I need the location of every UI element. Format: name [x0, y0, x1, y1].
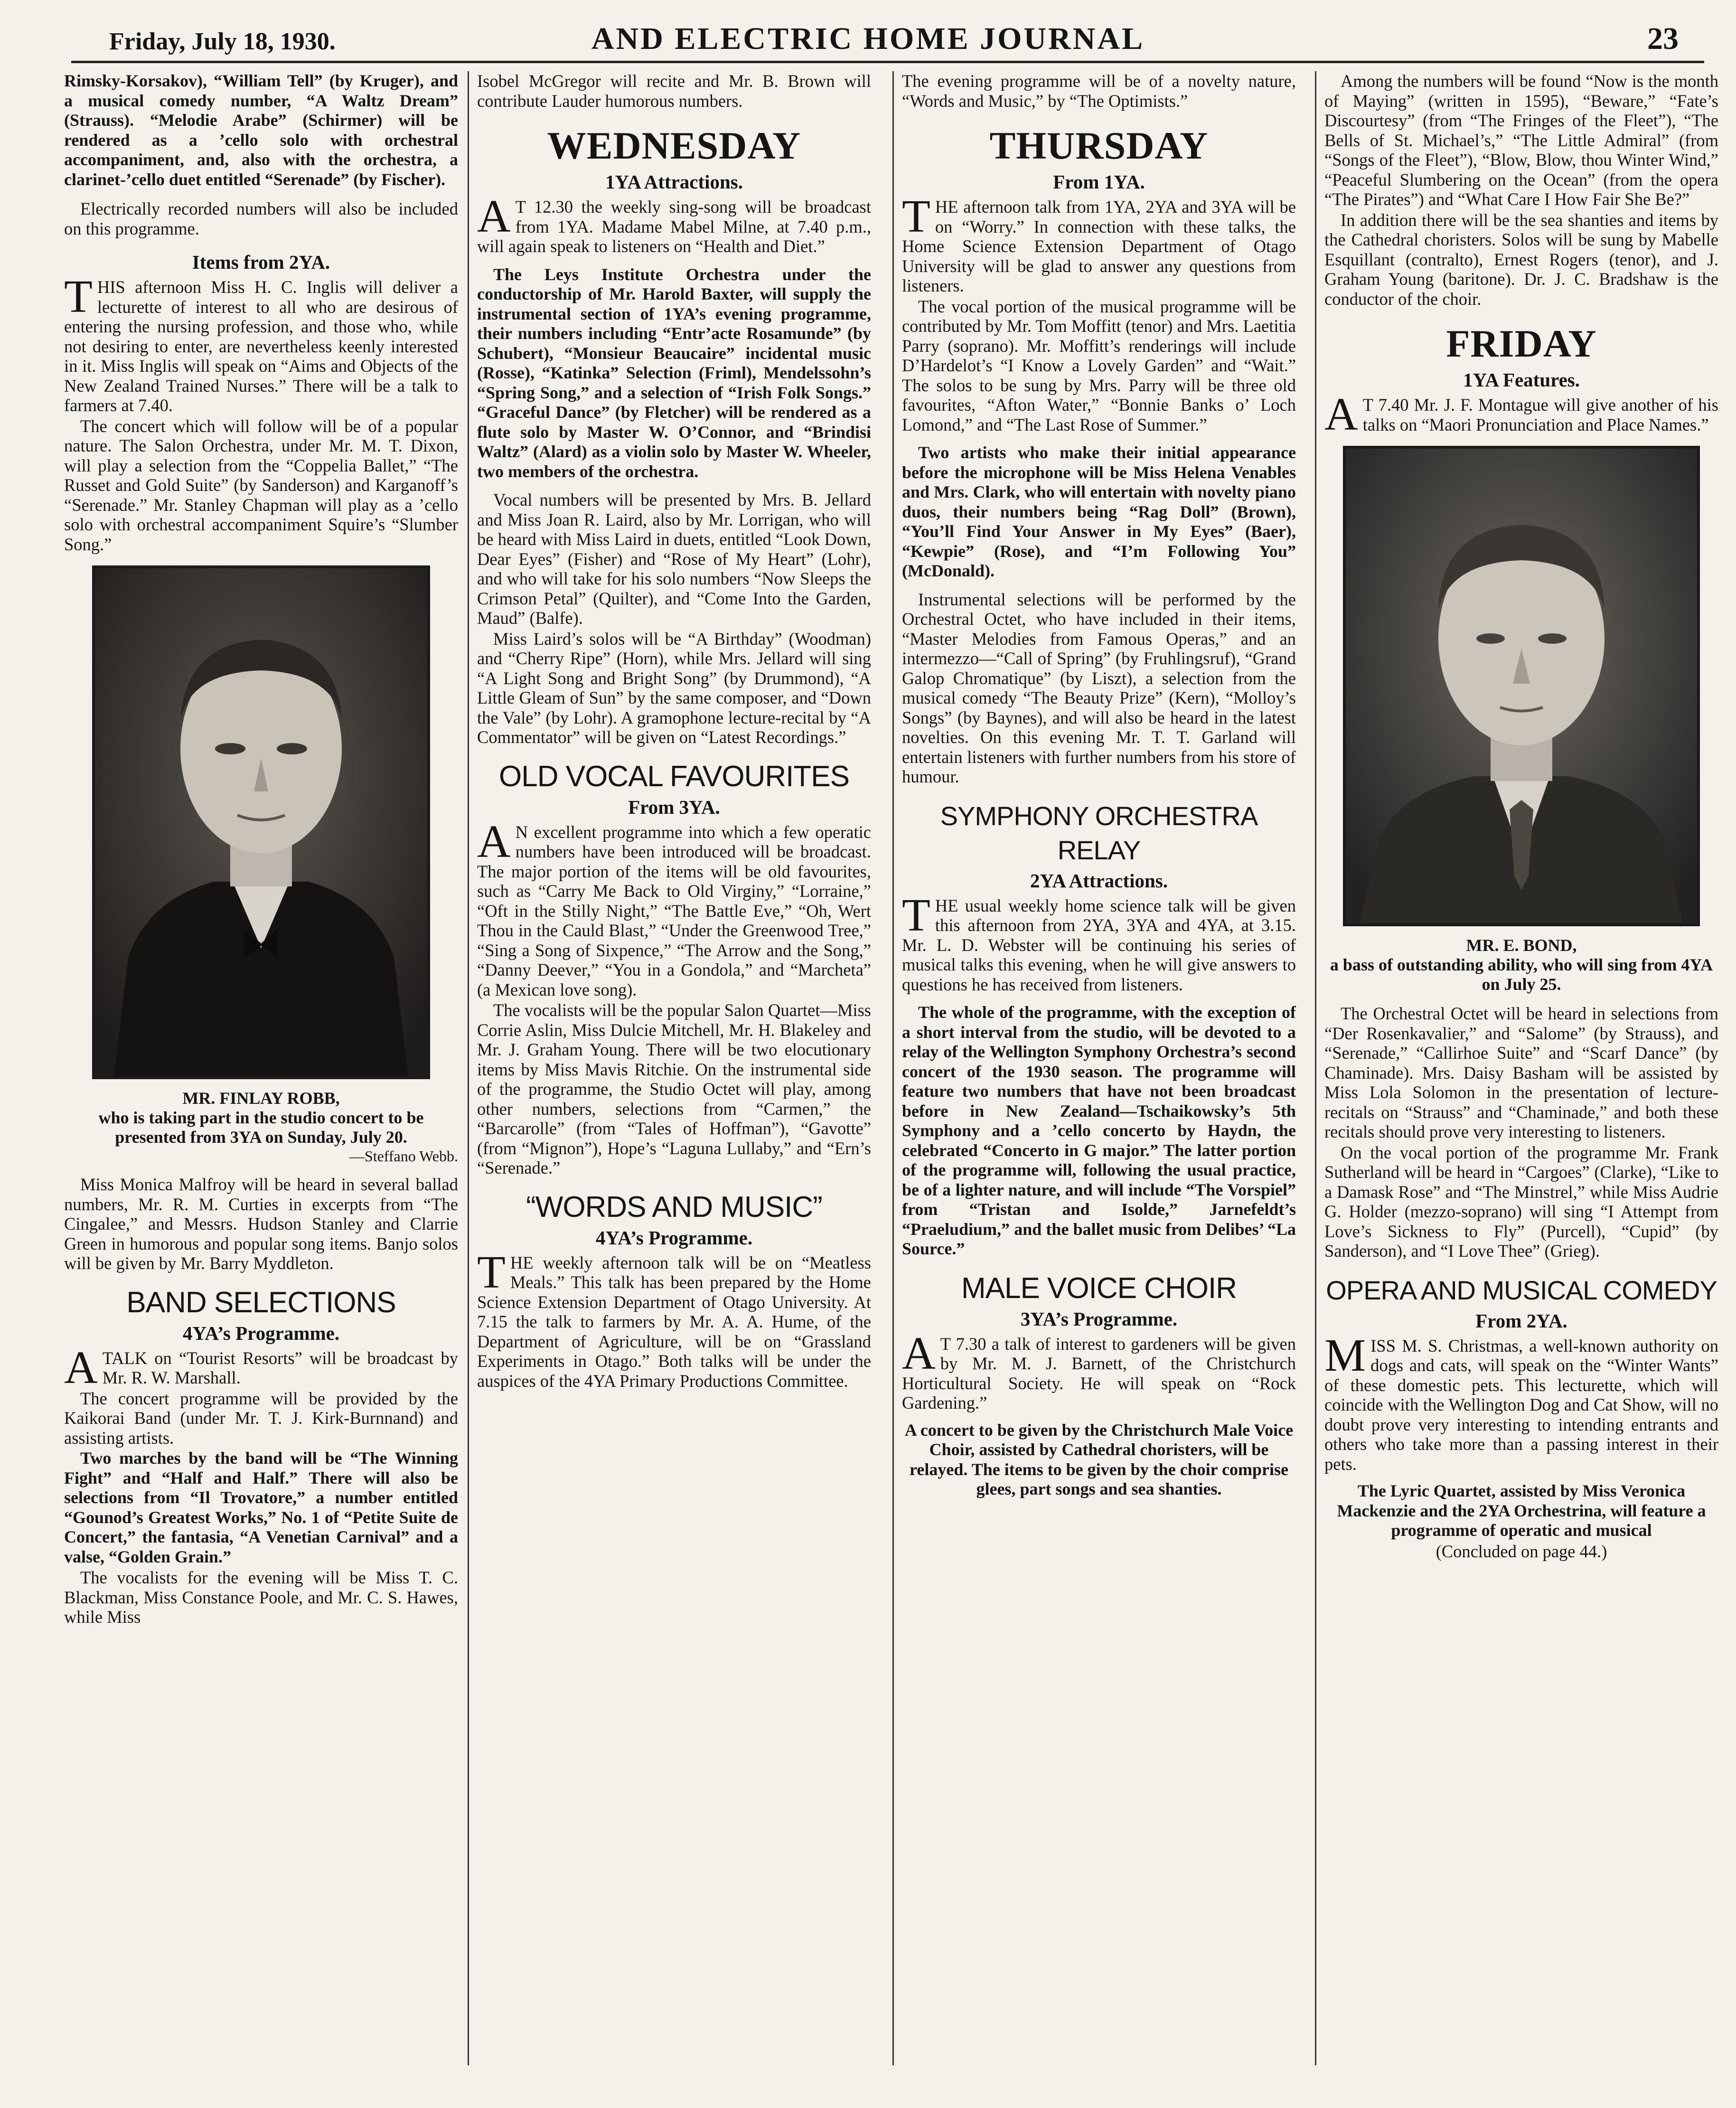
subheading: 4YA’s Programme.: [595, 1226, 753, 1249]
day-heading-wednesday: WEDNESDAY: [547, 124, 801, 167]
paragraph: In addition there will be the sea shanties and items by the Cathedral choristers. Solos will be sung by Mabelle Esquillant (contralto), Ernest Rogers (tenor), and J. Graham Young (baritone). Dr. J. C. Bradshaw is the conductor of the choir.: [1324, 210, 1718, 309]
column-divider: [1315, 71, 1316, 2065]
paragraph: The vocalists will be the popular Salon Quartet—Miss Corrie Aslin, Miss Dulcie Mitchell, Mr. H. Blakeley and Mr. J. Graham Young. There will be two elocutionary items by Miss Mavis Ritchie. On the instrumental side of the programme, the Studio Octet will play, among other numbers, selections from “Carmen,” the “Barcarolle” (from “Tales of Hoffman”), “Gavotte” (from “Mignon”), Hope’s “Laguna Lullaby,” and “Ern’s “Serenade.”: [477, 1000, 871, 1177]
paragraph: The concert which will follow will be of a popular nature. The Salon Orchestra, under Mr. M. T. Dixon, will play a selection from the “Coppelia Ballet,” “The Russet and Gold Suite” (by Sanderson) and Karganoff’s “Serenade.” Mr. Stanley Chapman will play as a ’cello solo with orchestral accompaniment Squire’s “Slumber Song.”: [64, 416, 458, 554]
paragraph: The vocalists for the evening will be Miss T. C. Blackman, Miss Constance Poole, and Mr. C. S. Hawes, while Miss: [64, 1568, 458, 1627]
paragraph: AN excellent programme into which a few operatic numbers have been introduced will be broadcast. The major portion of the items will be old favourites, such as “Carry Me Back to Old Virginy,” “Lorraine,” “Oft in the Stilly Night,” “The Battle Eve,” “Oh, Wert Thou in the Cauld Blast,” “Under the Greenwood Tree,” “Sing a Song of Sixpence,” “The Arrow and the Song,” “Danny Deever,” “You in a Gondola,” and “Marcheta” (a Mexican love song).: [477, 816, 871, 999]
column-1: [64, 71, 458, 2056]
paragraph: THE afternoon talk from 1YA, 2YA and 3YA will be on “Worry.” In connection with these talks, the Home Science Extension Department of Otago University will be glad to answer any questions from listeners.: [902, 191, 1296, 295]
paragraph: Miss Monica Malfroy will be heard in several ballad numbers, Mr. R. M. Curties in excerpts from “The Cingalee,” and Messrs. Hudson Stanley and Clarrie Green in humorous and popular song items. Banjo solos will be given by Mr. Barry Myddleton.: [64, 1175, 458, 1273]
subheading: 4YA’s Programme.: [182, 1322, 340, 1344]
paragraph: The Leys Institute Orchestra under the conductorship of Mr. Harold Baxter, will supply the instrumental section of 1YA’s evening programme, their numbers including “Entr’acte Rosamunde” (by Schubert), “Monsieur Beaucaire” incidental music (Rosse), “Katinka” Selection (Friml), Mendelssohn’s “Spring Song,” and a selection of “Irish Folk Songs.” “Graceful Dance” (by Fletcher) will be rendered as a flute solo by Master W. O’Connor, and “Brindisi Waltz” (Alard) as a violin solo by Master W. Wheeler, two members of the orchestra.: [477, 264, 871, 481]
paragraph: A concert to be given by the Christchurch Male Voice Choir, assisted by Cathedral choristers, will be relayed. The items to be given by the choir comprise glees, part songs and sea shanties.: [904, 1420, 1294, 1498]
paragraph: Among the numbers will be found “Now is the month of Maying” (written in 1595), “Beware,” “Fate’s Discourtesy” (from “The Fringes of the Fleet”), “The Bells of St. Michael’s,” “The Little Admiral” (from “Songs of the Fleet”), “Blow, Blow, thou Winter Wind,” “Peaceful Slumbering on the Ocean” (from the opera “The Pirates”) and “What Care I How Fair She Be?”: [1324, 71, 1718, 209]
section-heading: “WORDS AND MUSIC”: [526, 1190, 822, 1223]
paragraph: The Lyric Quartet, assisted by Miss Veronica Mackenzie and the 2YA Orchestrina, will feature a programme of operatic and musical: [1337, 1481, 1706, 1540]
portrait-photo-finlay-robb: [92, 565, 430, 1079]
paragraph: Instrumental selections will be performed by the Orchestral Octet, who have included in their items, “Master Melodies from Famous Operas,” and an intermezzo—“Call of Spring” (by Fruhlingsruf), “Grand Galop Chromatique” (by Liszt), a selection from the musical comedy “The Beauty Prize” (Kern), “Molloy’s Songs” (by Baynes), and will also be heard in the latest novelties. On this evening Mr. T. T. Garland will entertain listeners with further numbers from his store of humour.: [902, 589, 1296, 786]
paragraph: Vocal numbers will be presented by Mrs. B. Jellard and Miss Joan R. Laird, also by Mr. Lorrigan, who will be heard with Miss Laird in duets, entitled “Look Down, Dear Eyes” (Fisher) and “Rose of My Heart” (Lohr), and who will take for his solo numbers “Now Sleeps the Crimson Petal” (Quilter), and “Come Into the Garden, Maud” (Balfe).: [477, 490, 871, 628]
subheading: 3YA’s Programme.: [1020, 1308, 1178, 1330]
paragraph: THE usual weekly home science talk will be given this afternoon from 2YA, 3YA and 4YA, at 3.15. Mr. L. D. Webster will be continuing his series of musical talks this evening, when he will give answers to questions he has received from listeners.: [902, 889, 1296, 994]
section-heading: MALE VOICE CHOIR: [961, 1271, 1237, 1305]
section-heading: OLD VOCAL FAVOURITES: [499, 760, 849, 793]
paragraph: Rimsky-Korsakov), “William Tell” (by Kruger), and a musical comedy number, “A Waltz Dream” (Strauss). “Melodie Arabe” (Schirmer) will be rendered as a ’cello solo with orchestral accompaniment, and, also with the orchestra, a clarinet-’cello duet entitled “Serenade” (by Fischer).: [64, 71, 458, 189]
paragraph: The evening programme will be of a novelty nature, “Words and Music,” by “The Optimists.”: [902, 71, 1296, 111]
photo-caption-name: MR. E. BOND,: [1466, 936, 1577, 955]
photo-credit: —Steffano Webb.: [349, 1148, 458, 1165]
subheading: 1YA Features.: [1463, 369, 1580, 391]
subheading: 1YA Attractions.: [605, 171, 743, 193]
paragraph: Two artists who make their initial appearance before the microphone will be Miss Helena Venables and Mrs. Clark, who will entertain with novelty piano duos, their numbers being “Rag Doll” (Brown), “You’ll Find Your Answer in My Eyes” (Baer), “Kewpie” (Rose), and “I’m Following You” (McDonald).: [902, 443, 1296, 580]
page-number: 23: [1647, 21, 1679, 56]
paragraph: The whole of the programme, with the exception of a short interval from the studio, will be devoted to a relay of the Wellington Symphony Orchestra’s second concert of the 1930 season. The programme will feature two numbers that have not been broadcast before in New Zealand—Tschaikowsky’s 5th Symphony and a ’cello concerto by Haydn, the celebrated “Concerto in G major.” The latter portion of the programme will, following the usual practice, be of a lighter nature, and will include “The Vorspiel” from “Tristan and Isolde,” Jarnefeldt’s “Praeludium,” and the ballet music from Delibes’ “La Source.”: [902, 1003, 1296, 1258]
paragraph: AT 12.30 the weekly sing-song will be broadcast from 1YA. Madame Mabel Milne, at 7.40 p.m., will again speak to listeners on “Health and Diet.”: [477, 191, 871, 256]
paragraph: Electrically recorded numbers will also be included on this programme.: [64, 199, 458, 238]
masthead-rule: [71, 61, 1704, 63]
subheading: From 2YA.: [1475, 1309, 1567, 1332]
section-heading: SYMPHONY ORCHESTRA RELAY: [940, 800, 1258, 865]
subheading: From 1YA.: [1053, 171, 1145, 193]
column-4: [1324, 71, 1718, 2056]
photo-caption-name: MR. FINLAY ROBB,: [182, 1089, 340, 1108]
subheading: 2YA Attractions.: [1030, 869, 1168, 892]
continuation-note: (Concluded on page 44.): [1436, 1541, 1607, 1561]
paragraph: AT 7.30 a talk of interest to gardeners will be given by Mr. M. J. Barnett, of the Christchurch Horticultural Society. He will speak on “Rock Gardening.”: [902, 1327, 1296, 1412]
paragraph: AT 7.40 Mr. J. F. Montague will give another of his talks on “Maori Pronunciation and Place Names.”: [1324, 389, 1718, 440]
subheading: From 3YA.: [628, 796, 720, 818]
section-heading: BAND SELECTIONS: [126, 1286, 396, 1319]
column-divider: [892, 71, 894, 2065]
portrait-photo-e-bond: [1343, 446, 1700, 926]
photo-caption-text: a bass of outstanding ability, who will sing from 4YA on July 25.: [1330, 955, 1713, 994]
column-3: [902, 71, 1296, 2056]
paragraph: The Orchestral Octet will be heard in selections from “Der Rosenkavalier,” and “Salome” (by Strauss), and “Serenade,” “Callirhoe Suite” and “Scarf Dance” (by Chaminade). Mrs. Daisy Basham will be assisted by Miss Lola Solomon in the presentation of lecture-recitals on “Strauss” and “Chaminade,” and both these recitals should prove very interesting to listeners.: [1324, 1004, 1718, 1141]
paragraph: Isobel McGregor will recite and Mr. B. Brown will contribute Lauder humorous numbers.: [477, 71, 871, 111]
paragraph: THE weekly afternoon talk will be on “Meatless Meals.” This talk has been prepared by the Home Science Extension Department of Otago University. At 7.15 the talk to farmers by Mr. A. A. Hume, of the Department of Agriculture, will be on “Grassland Experiments in Otago.” Both talks will be under the auspices of the 4YA Primary Productions Committee.: [477, 1246, 871, 1391]
day-heading-friday: FRIDAY: [1446, 322, 1597, 365]
paragraph: The vocal portion of the musical programme will be contributed by Mr. Tom Moffitt (tenor) and Mrs. Laetitia Parry (soprano). Mr. Moffitt’s renderings will include D’Hardelot’s “I Know a Lovely Garden” and “Wait.” The solos to be sung by Mrs. Parry will be three old favourites, “Afton Water,” “Bonnie Banks o’ Loch Lomond,” and “The Last Rose of Summer.”: [902, 296, 1296, 434]
photo-caption-text: who is taking part in the studio concert to be presented from 3YA on Sunday, July 20.: [98, 1108, 424, 1147]
paragraph: The concert programme will be provided by the Kaikorai Band (under Mr. T. J. Kirk-Burnnand) and assisting artists.: [64, 1388, 458, 1448]
column-divider: [468, 71, 469, 2065]
paragraph: On the vocal portion of the programme Mr. Frank Sutherland will be heard in “Cargoes” (Clarke), “Like to a Damask Rose” and “The Minstrel,” while Miss Audrie G. Holder (mezzo-soprano) will sing “I Attempt from Love’s Sickness to Fly” (Purcell), “Cupid” (by Sanderson), and “I Love Thee” (Grieg).: [1324, 1142, 1718, 1261]
paragraph: Miss Laird’s solos will be “A Birthday” (Woodman) and “Cherry Ripe” (Horn), while Mrs. Jellard will sing “A Light Song and Bright Song” (by Drummond), “A Little Gleam of Sun” by the same composer, and “Down the Vale” (by Lohr). A gramophone lecture-recital by “A Commentator” will be given on “Latest Recordings.”: [477, 629, 871, 747]
column-2: [477, 71, 871, 2056]
subheading: Items from 2YA.: [192, 251, 330, 273]
paragraph: THIS afternoon Miss H. C. Inglis will deliver a lecturette of interest to all who are desirous of entering the nursing profession, and those who, while not desiring to enter, are nevertheless keenly interested in it. Miss Inglis will speak on “Aims and Objects of the New Zealand Trained Nurses.” There will be a talk to farmers at 7.40.: [64, 271, 458, 415]
paragraph: ATALK on “Tourist Resorts” will be broadcast by Mr. R. W. Marshall.: [64, 1342, 458, 1393]
day-heading-thursday: THURSDAY: [989, 124, 1209, 167]
section-heading: OPERA AND MUSICAL COMEDY: [1326, 1275, 1717, 1305]
paragraph: MISS M. S. Christmas, a well-known authority on dogs and cats, will speak on the “Winter Wants” of these domestic pets. This lecturette, which will coincide with the Wellington Dog and Cat Show, will no doubt prove very interesting to intending entrants and others who take more than a passing interest in their pets.: [1324, 1329, 1718, 1474]
masthead-title: AND ELECTRIC HOME JOURNAL: [591, 21, 1145, 56]
paragraph: Two marches by the band will be “The Winning Fight” and “Half and Half.” There will also be selections from “Il Trovatore,” a number entitled “Gounod’s Greatest Works,” No. 1 of “Petite Suite de Concert,” the fantasia, “A Venetian Carnival” and a valse, “Golden Grain.”: [64, 1449, 458, 1566]
masthead-date: Friday, July 18, 1930.: [109, 28, 336, 55]
